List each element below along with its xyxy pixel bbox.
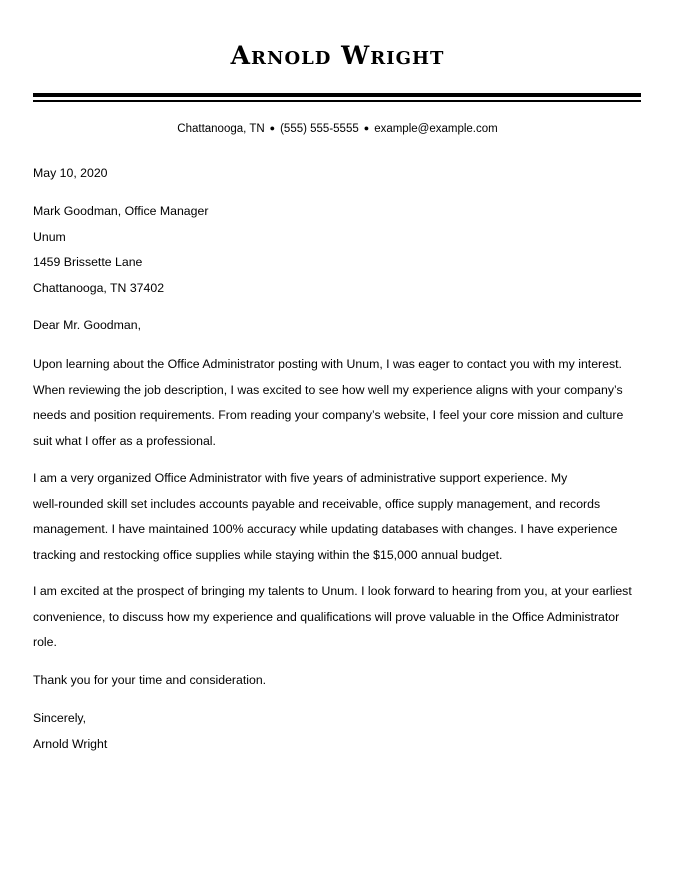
recipient-street: 1459 Brissette Lane (33, 255, 143, 269)
bullet-separator: ● (269, 123, 276, 133)
thanks-block (33, 668, 643, 694)
signature: Arnold Wright (33, 736, 108, 751)
letter-date: May 10, 2020 (33, 166, 108, 180)
paragraph-line: suit what I offer as a professional. (33, 433, 216, 448)
header-rule-thin (33, 100, 641, 102)
contact-line (0, 120, 675, 137)
contact-phone: (555) 555-5555 (280, 123, 359, 135)
recipient-city-state-zip: Chattanooga, TN 37402 (33, 280, 165, 295)
paragraph-line: needs and position requirements. From reading your company’s website, I feel your core mission and culture (33, 408, 624, 422)
body-paragraph-2 (33, 466, 643, 568)
recipient-company: Unum (33, 229, 66, 244)
salutation: Dear Mr. Goodman, (33, 318, 141, 332)
paragraph-line: I am a very organized Office Administrator with five years of administrative support experience. My (33, 471, 568, 485)
closing: Sincerely, (33, 711, 87, 725)
paragraph-line: tracking and restocking office supplies while staying within the $15,000 annual budget. (33, 547, 503, 562)
salutation-block (33, 313, 643, 339)
paragraph-line: When reviewing the job description, I was excited to see how well my experience aligns with your company’s (33, 382, 623, 397)
paragraph-line: I am excited at the prospect of bringing my talents to Unum. I look forward to hearing from you, at your earliest (33, 584, 632, 598)
paragraph-line: management. I have maintained 100% accuracy while updating databases with changes. I have experience (33, 522, 618, 536)
body-paragraph-3 (33, 579, 643, 656)
applicant-name: Arnold Wright (230, 41, 445, 70)
recipient-address (33, 199, 643, 301)
closing-block (33, 706, 643, 757)
contact-location: Chattanooga, TN (177, 123, 265, 135)
body-paragraph-1 (33, 352, 643, 454)
letter-date-block (33, 161, 643, 187)
header-rule-thick (33, 93, 641, 97)
thanks-line: Thank you for your time and consideration. (33, 673, 267, 687)
paragraph-line: well-rounded skill set includes accounts payable and receivable, office supply management, and records (33, 496, 601, 511)
paragraph-line: Upon learning about the Office Administrator posting with Unum, I was eager to contact you with my interest. (33, 357, 622, 371)
paragraph-line: convenience, to discuss how my experience and qualifications will prove valuable in the Office Administrator (33, 609, 620, 624)
paragraph-line: role. (33, 635, 57, 649)
bullet-separator: ● (363, 123, 370, 133)
recipient-name-title: Mark Goodman, Office Manager (33, 204, 209, 218)
contact-email: example@example.com (374, 123, 498, 135)
